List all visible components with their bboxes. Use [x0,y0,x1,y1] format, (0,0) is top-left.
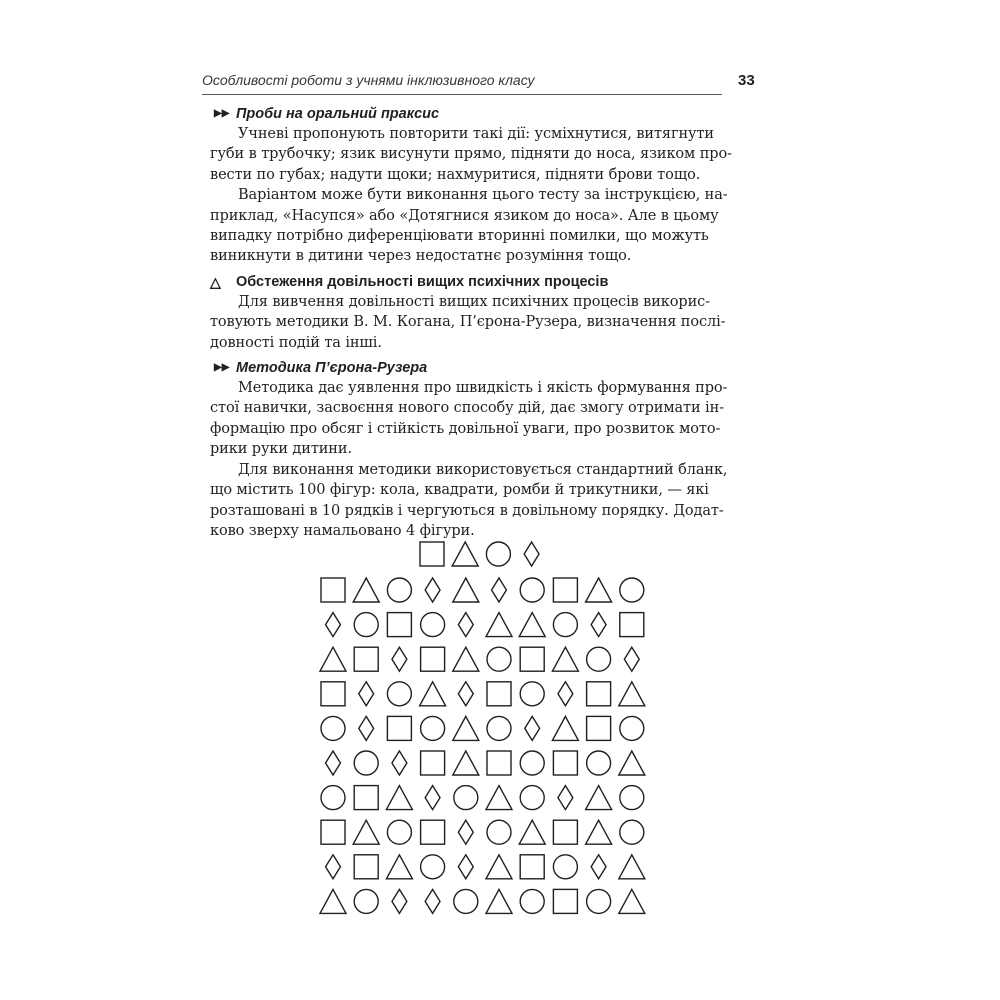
triangle-shape [486,786,512,810]
double-arrow-icon: ▶▶ [214,362,230,374]
text-line: рики руки дитини. [210,441,352,458]
circle-shape [553,613,577,637]
shape-row [326,751,645,775]
text-line: розташовані в 10 рядків і чергуються в довільному порядку. Додат- [210,502,724,519]
diamond-shape [524,542,539,566]
text-line: формацію про обсяг і стійкість довільної уваги, про розвиток мото- [210,420,721,437]
circle-shape [421,613,445,637]
paragraph [210,124,756,185]
diamond-shape [359,682,374,706]
section-heading-pieron-ruser [210,358,756,378]
circle-shape [587,889,611,913]
triangle-shape [386,855,412,879]
triangle-shape [486,613,512,637]
diamond-shape [392,751,407,775]
square-shape [487,751,511,775]
square-shape [620,613,644,637]
circle-shape [421,855,445,879]
paragraph [210,460,756,542]
heading-text: Проби на оральний праксис [236,106,440,122]
page-number: 33 [738,72,755,89]
shape-row [320,647,639,671]
circle-shape [387,682,411,706]
circle-shape [486,542,510,566]
triangle-shape [586,820,612,844]
diamond-shape [326,855,341,879]
text-line: виникнути в дитини через недостатнє розуміння тощо. [210,248,632,265]
circle-shape [620,716,644,740]
text-line: випадку потрібно диференціювати вторинні помилки, що можуть [210,228,709,245]
square-shape [487,682,511,706]
square-shape [553,820,577,844]
text-line: Для вивчення довільності вищих психічних процесів викорис- [238,293,710,310]
section-heading-voluntariness [210,272,756,292]
circle-shape [321,786,345,810]
page-body [210,104,756,541]
text-line: ково зверху намальовано 4 фігури. [210,522,475,539]
triangle-shape [619,682,645,706]
triangle-shape [453,716,479,740]
circle-shape [454,786,478,810]
heading-text: Обстеження довільності вищих психічних процесів [236,273,609,290]
square-shape [520,855,544,879]
triangle-shape [320,889,346,913]
square-shape [354,786,378,810]
square-shape [321,578,345,602]
circle-shape [620,578,644,602]
section-heading-oral-praxis [210,104,756,124]
heading-text: Методика П’єрона-Рузера [236,360,428,377]
square-shape [420,542,444,566]
sample-row [420,542,539,566]
diamond-shape [425,578,440,602]
square-shape [553,751,577,775]
shape-row [321,716,644,740]
square-shape [553,889,577,913]
triangle-shape [619,889,645,913]
diamond-shape [458,613,473,637]
running-header: Особливості роботи з учнями інклюзивного класу [202,72,722,95]
circle-shape [354,751,378,775]
square-shape [321,820,345,844]
square-shape [421,820,445,844]
square-shape [321,682,345,706]
circle-shape [520,751,544,775]
text-line: Варіантом може бути виконання цього тесту за інструкцією, на- [238,187,728,204]
circle-shape [520,682,544,706]
circle-shape [587,751,611,775]
circle-shape [354,613,378,637]
diamond-shape [458,855,473,879]
triangle-shape [486,855,512,879]
triangle-shape [552,647,578,671]
diamond-shape [558,682,573,706]
square-shape [354,647,378,671]
triangle-shape [519,820,545,844]
shape-row [321,682,645,706]
diamond-shape [458,820,473,844]
diamond-shape [458,682,473,706]
circle-shape [487,716,511,740]
circle-shape [387,578,411,602]
text-line: товують методики В. М. Когана, П’єрона-Рузера, визначення послі- [210,314,726,331]
circle-shape [520,578,544,602]
diamond-shape [492,578,507,602]
triangle-shape [453,578,479,602]
diamond-shape [326,613,341,637]
shape-row [326,613,644,637]
paragraph [210,378,756,460]
text-line: губи в трубочку; язик висунути прямо, підняти до носа, язиком про- [210,146,732,163]
circle-shape [321,716,345,740]
triangle-shape [486,889,512,913]
square-shape [387,613,411,637]
circle-shape [587,647,611,671]
triangle-shape [519,613,545,637]
circle-shape [487,647,511,671]
pieron-ruser-figure-grid [315,535,655,915]
text-line: довності подій та інші. [210,334,382,351]
triangle-shape [453,751,479,775]
diamond-shape [425,786,440,810]
diamond-shape [425,889,440,913]
circle-shape [520,889,544,913]
shape-row [321,578,644,602]
circle-shape [520,786,544,810]
triangle-shape [353,578,379,602]
shape-row [320,889,645,913]
text-line: Для виконання методики використовується стандартний бланк, [238,461,728,478]
circle-shape [487,820,511,844]
text-line: вести по губах; надути щоки; нахмуритися, підняти брови тощо. [210,166,701,183]
double-arrow-icon: ▶▶ [214,108,230,119]
shape-row [321,820,644,844]
diamond-shape [525,716,540,740]
diamond-shape [359,716,374,740]
text-line: що містить 100 фігур: кола, квадрати, ромби й трикутники, — які [210,482,709,499]
triangle-shape [586,578,612,602]
square-shape [387,716,411,740]
text-line: Методика дає уявлення про швидкість і якість формування про- [238,380,728,397]
square-shape [520,647,544,671]
square-shape [587,716,611,740]
diamond-shape [326,751,341,775]
diamond-shape [392,889,407,913]
triangle-shape [420,682,446,706]
text-line: стої навички, засвоєння нового способу дій, дає змогу отримати ін- [210,400,724,417]
diamond-shape [392,647,407,671]
square-shape [421,647,445,671]
circle-shape [454,889,478,913]
diamond-shape [591,613,606,637]
triangle-shape [386,786,412,810]
square-shape [354,855,378,879]
paragraph [210,185,756,267]
square-shape [553,578,577,602]
square-shape [421,751,445,775]
square-shape [587,682,611,706]
circle-shape [354,889,378,913]
circle-shape [421,716,445,740]
triangle-outline-icon: △ [210,273,221,290]
text-line: приклад, «Насупся» або «Дотягнися язиком до носа». Але в цьому [210,207,719,224]
triangle-shape [320,647,346,671]
triangle-shape [452,542,478,566]
circle-shape [620,786,644,810]
shape-row [321,786,644,810]
circle-shape [553,855,577,879]
diamond-shape [558,786,573,810]
circle-shape [620,820,644,844]
diamond-shape [591,855,606,879]
circle-shape [387,820,411,844]
triangle-shape [353,820,379,844]
triangle-shape [619,751,645,775]
paragraph [210,292,756,353]
text-line: Учневі пропонують повторити такі дії: усміхнутися, витягнути [238,126,714,142]
shape-row [326,855,645,879]
triangle-shape [619,855,645,879]
triangle-shape [453,647,479,671]
diamond-shape [624,647,639,671]
triangle-shape [586,786,612,810]
triangle-shape [552,716,578,740]
